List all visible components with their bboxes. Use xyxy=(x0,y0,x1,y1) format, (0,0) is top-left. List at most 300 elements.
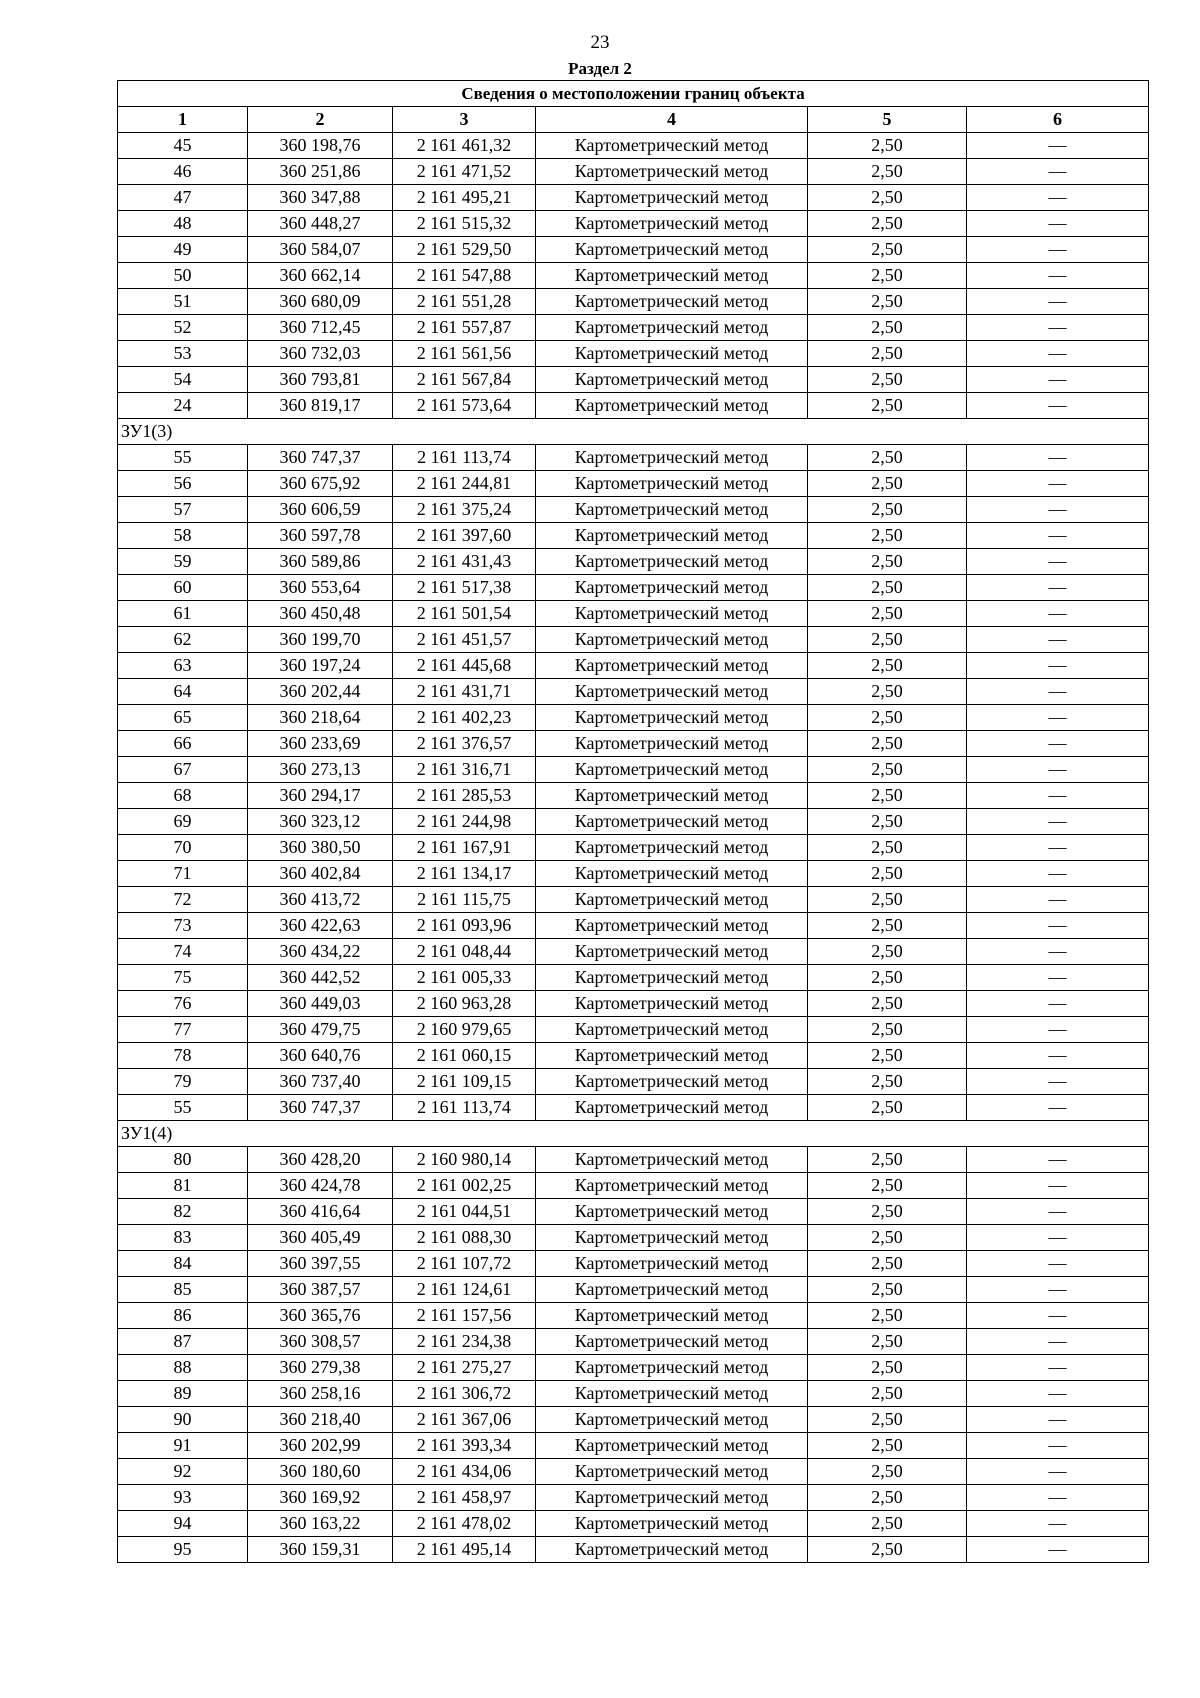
note-cell: — xyxy=(967,549,1149,575)
point-number-cell: 62 xyxy=(118,627,248,653)
y-coordinate-cell: 2 161 093,96 xyxy=(393,913,536,939)
method-cell: Картометрический метод xyxy=(536,159,808,185)
table-row xyxy=(118,549,1149,575)
x-coordinate-cell: 360 405,49 xyxy=(248,1225,393,1251)
method-cell: Картометрический метод xyxy=(536,913,808,939)
note-cell: — xyxy=(967,1485,1149,1511)
accuracy-cell: 2,50 xyxy=(808,1251,967,1277)
note-cell: — xyxy=(967,1459,1149,1485)
table-row xyxy=(118,523,1149,549)
x-coordinate-cell: 360 199,70 xyxy=(248,627,393,653)
table-row xyxy=(118,861,1149,887)
column-header: 2 xyxy=(248,107,393,133)
accuracy-cell: 2,50 xyxy=(808,861,967,887)
x-coordinate-cell: 360 387,57 xyxy=(248,1277,393,1303)
x-coordinate-cell: 360 819,17 xyxy=(248,393,393,419)
method-cell: Картометрический метод xyxy=(536,679,808,705)
column-number-row xyxy=(118,107,1149,133)
table-row xyxy=(118,965,1149,991)
accuracy-cell: 2,50 xyxy=(808,1303,967,1329)
accuracy-cell: 2,50 xyxy=(808,887,967,913)
table-row xyxy=(118,601,1149,627)
accuracy-cell: 2,50 xyxy=(808,939,967,965)
x-coordinate-cell: 360 449,03 xyxy=(248,991,393,1017)
x-coordinate-cell: 360 233,69 xyxy=(248,731,393,757)
x-coordinate-cell: 360 202,99 xyxy=(248,1433,393,1459)
x-coordinate-cell: 360 202,44 xyxy=(248,679,393,705)
note-cell: — xyxy=(967,1277,1149,1303)
point-number-cell: 91 xyxy=(118,1433,248,1459)
point-number-cell: 49 xyxy=(118,237,248,263)
point-number-cell: 93 xyxy=(118,1485,248,1511)
accuracy-cell: 2,50 xyxy=(808,393,967,419)
note-cell: — xyxy=(967,1537,1149,1563)
method-cell: Картометрический метод xyxy=(536,783,808,809)
table-row xyxy=(118,1329,1149,1355)
method-cell: Картометрический метод xyxy=(536,939,808,965)
table-row xyxy=(118,1147,1149,1173)
point-number-cell: 70 xyxy=(118,835,248,861)
note-cell: — xyxy=(967,627,1149,653)
column-header: 5 xyxy=(808,107,967,133)
accuracy-cell: 2,50 xyxy=(808,1199,967,1225)
point-number-cell: 89 xyxy=(118,1381,248,1407)
y-coordinate-cell: 2 161 376,57 xyxy=(393,731,536,757)
table-row xyxy=(118,471,1149,497)
table-row xyxy=(118,835,1149,861)
y-coordinate-cell: 2 161 471,52 xyxy=(393,159,536,185)
method-cell: Картометрический метод xyxy=(536,1095,808,1121)
accuracy-cell: 2,50 xyxy=(808,679,967,705)
x-coordinate-cell: 360 479,75 xyxy=(248,1017,393,1043)
method-cell: Картометрический метод xyxy=(536,263,808,289)
point-number-cell: 83 xyxy=(118,1225,248,1251)
y-coordinate-cell: 2 161 113,74 xyxy=(393,445,536,471)
point-number-cell: 79 xyxy=(118,1069,248,1095)
y-coordinate-cell: 2 161 285,53 xyxy=(393,783,536,809)
method-cell: Картометрический метод xyxy=(536,757,808,783)
y-coordinate-cell: 2 161 244,81 xyxy=(393,471,536,497)
point-number-cell: 74 xyxy=(118,939,248,965)
x-coordinate-cell: 360 294,17 xyxy=(248,783,393,809)
method-cell: Картометрический метод xyxy=(536,575,808,601)
note-cell: — xyxy=(967,445,1149,471)
x-coordinate-cell: 360 413,72 xyxy=(248,887,393,913)
table-row xyxy=(118,1199,1149,1225)
table-row xyxy=(118,159,1149,185)
note-cell: — xyxy=(967,211,1149,237)
accuracy-cell: 2,50 xyxy=(808,1381,967,1407)
table-row xyxy=(118,1485,1149,1511)
x-coordinate-cell: 360 402,84 xyxy=(248,861,393,887)
point-number-cell: 65 xyxy=(118,705,248,731)
point-number-cell: 59 xyxy=(118,549,248,575)
table-row xyxy=(118,679,1149,705)
method-cell: Картометрический метод xyxy=(536,1329,808,1355)
table-row xyxy=(118,1537,1149,1563)
table-row xyxy=(118,185,1149,211)
point-number-cell: 86 xyxy=(118,1303,248,1329)
point-number-cell: 85 xyxy=(118,1277,248,1303)
table-row xyxy=(118,1043,1149,1069)
point-number-cell: 69 xyxy=(118,809,248,835)
accuracy-cell: 2,50 xyxy=(808,523,967,549)
note-cell: — xyxy=(967,1407,1149,1433)
x-coordinate-cell: 360 416,64 xyxy=(248,1199,393,1225)
point-number-cell: 56 xyxy=(118,471,248,497)
y-coordinate-cell: 2 161 113,74 xyxy=(393,1095,536,1121)
accuracy-cell: 2,50 xyxy=(808,1537,967,1563)
table-row xyxy=(118,627,1149,653)
x-coordinate-cell: 360 662,14 xyxy=(248,263,393,289)
accuracy-cell: 2,50 xyxy=(808,497,967,523)
note-cell: — xyxy=(967,1095,1149,1121)
x-coordinate-cell: 360 712,45 xyxy=(248,315,393,341)
accuracy-cell: 2,50 xyxy=(808,289,967,315)
accuracy-cell: 2,50 xyxy=(808,1147,967,1173)
y-coordinate-cell: 2 161 431,71 xyxy=(393,679,536,705)
point-number-cell: 52 xyxy=(118,315,248,341)
note-cell: — xyxy=(967,393,1149,419)
point-number-cell: 51 xyxy=(118,289,248,315)
table-row xyxy=(118,809,1149,835)
method-cell: Картометрический метод xyxy=(536,1277,808,1303)
accuracy-cell: 2,50 xyxy=(808,1043,967,1069)
parcel-group-label: ЗУ1(3) xyxy=(118,419,1149,445)
method-cell: Картометрический метод xyxy=(536,731,808,757)
y-coordinate-cell: 2 161 458,97 xyxy=(393,1485,536,1511)
x-coordinate-cell: 360 675,92 xyxy=(248,471,393,497)
accuracy-cell: 2,50 xyxy=(808,211,967,237)
note-cell: — xyxy=(967,1069,1149,1095)
method-cell: Картометрический метод xyxy=(536,653,808,679)
accuracy-cell: 2,50 xyxy=(808,1017,967,1043)
group-header-row xyxy=(118,1121,1149,1147)
y-coordinate-cell: 2 161 234,38 xyxy=(393,1329,536,1355)
note-cell: — xyxy=(967,575,1149,601)
point-number-cell: 48 xyxy=(118,211,248,237)
point-number-cell: 77 xyxy=(118,1017,248,1043)
y-coordinate-cell: 2 161 275,27 xyxy=(393,1355,536,1381)
x-coordinate-cell: 360 218,40 xyxy=(248,1407,393,1433)
method-cell: Картометрический метод xyxy=(536,1459,808,1485)
table-row xyxy=(118,237,1149,263)
y-coordinate-cell: 2 161 567,84 xyxy=(393,367,536,393)
point-number-cell: 64 xyxy=(118,679,248,705)
x-coordinate-cell: 360 448,27 xyxy=(248,211,393,237)
y-coordinate-cell: 2 161 551,28 xyxy=(393,289,536,315)
note-cell: — xyxy=(967,653,1149,679)
point-number-cell: 72 xyxy=(118,887,248,913)
point-number-cell: 45 xyxy=(118,133,248,159)
x-coordinate-cell: 360 273,13 xyxy=(248,757,393,783)
table-row xyxy=(118,289,1149,315)
note-cell: — xyxy=(967,471,1149,497)
table-row xyxy=(118,575,1149,601)
point-number-cell: 63 xyxy=(118,653,248,679)
y-coordinate-cell: 2 161 109,15 xyxy=(393,1069,536,1095)
x-coordinate-cell: 360 450,48 xyxy=(248,601,393,627)
note-cell: — xyxy=(967,913,1149,939)
note-cell: — xyxy=(967,835,1149,861)
y-coordinate-cell: 2 161 375,24 xyxy=(393,497,536,523)
x-coordinate-cell: 360 347,88 xyxy=(248,185,393,211)
method-cell: Картометрический метод xyxy=(536,991,808,1017)
method-cell: Картометрический метод xyxy=(536,1537,808,1563)
method-cell: Картометрический метод xyxy=(536,1173,808,1199)
point-number-cell: 90 xyxy=(118,1407,248,1433)
note-cell: — xyxy=(967,939,1149,965)
point-number-cell: 94 xyxy=(118,1511,248,1537)
accuracy-cell: 2,50 xyxy=(808,263,967,289)
table-row xyxy=(118,341,1149,367)
x-coordinate-cell: 360 258,16 xyxy=(248,1381,393,1407)
caption-row xyxy=(118,81,1149,107)
accuracy-cell: 2,50 xyxy=(808,1277,967,1303)
table-head xyxy=(118,81,1149,133)
note-cell: — xyxy=(967,237,1149,263)
table-row xyxy=(118,1069,1149,1095)
point-number-cell: 57 xyxy=(118,497,248,523)
note-cell: — xyxy=(967,497,1149,523)
y-coordinate-cell: 2 161 529,50 xyxy=(393,237,536,263)
accuracy-cell: 2,50 xyxy=(808,835,967,861)
method-cell: Картометрический метод xyxy=(536,1355,808,1381)
point-number-cell: 60 xyxy=(118,575,248,601)
method-cell: Картометрический метод xyxy=(536,497,808,523)
y-coordinate-cell: 2 161 461,32 xyxy=(393,133,536,159)
note-cell: — xyxy=(967,1147,1149,1173)
note-cell: — xyxy=(967,289,1149,315)
method-cell: Картометрический метод xyxy=(536,289,808,315)
table-row xyxy=(118,1173,1149,1199)
note-cell: — xyxy=(967,1303,1149,1329)
method-cell: Картометрический метод xyxy=(536,133,808,159)
point-number-cell: 61 xyxy=(118,601,248,627)
y-coordinate-cell: 2 161 517,38 xyxy=(393,575,536,601)
method-cell: Картометрический метод xyxy=(536,1303,808,1329)
table-caption: Сведения о местоположении границ объекта xyxy=(118,81,1149,107)
parcel-group-label: ЗУ1(4) xyxy=(118,1121,1149,1147)
x-coordinate-cell: 360 747,37 xyxy=(248,1095,393,1121)
point-number-cell: 67 xyxy=(118,757,248,783)
accuracy-cell: 2,50 xyxy=(808,315,967,341)
point-number-cell: 24 xyxy=(118,393,248,419)
x-coordinate-cell: 360 606,59 xyxy=(248,497,393,523)
y-coordinate-cell: 2 161 573,64 xyxy=(393,393,536,419)
x-coordinate-cell: 360 747,37 xyxy=(248,445,393,471)
y-coordinate-cell: 2 161 393,34 xyxy=(393,1433,536,1459)
note-cell: — xyxy=(967,1017,1149,1043)
x-coordinate-cell: 360 597,78 xyxy=(248,523,393,549)
point-number-cell: 84 xyxy=(118,1251,248,1277)
note-cell: — xyxy=(967,315,1149,341)
accuracy-cell: 2,50 xyxy=(808,913,967,939)
method-cell: Картометрический метод xyxy=(536,965,808,991)
y-coordinate-cell: 2 161 495,14 xyxy=(393,1537,536,1563)
table-row xyxy=(118,133,1149,159)
method-cell: Картометрический метод xyxy=(536,341,808,367)
method-cell: Картометрический метод xyxy=(536,1485,808,1511)
table-row xyxy=(118,731,1149,757)
note-cell: — xyxy=(967,601,1149,627)
table-row xyxy=(118,367,1149,393)
point-number-cell: 80 xyxy=(118,1147,248,1173)
x-coordinate-cell: 360 218,64 xyxy=(248,705,393,731)
y-coordinate-cell: 2 161 107,72 xyxy=(393,1251,536,1277)
method-cell: Картометрический метод xyxy=(536,1511,808,1537)
y-coordinate-cell: 2 161 431,43 xyxy=(393,549,536,575)
method-cell: Картометрический метод xyxy=(536,315,808,341)
y-coordinate-cell: 2 161 134,17 xyxy=(393,861,536,887)
y-coordinate-cell: 2 161 115,75 xyxy=(393,887,536,913)
y-coordinate-cell: 2 161 244,98 xyxy=(393,809,536,835)
note-cell: — xyxy=(967,523,1149,549)
method-cell: Картометрический метод xyxy=(536,809,808,835)
note-cell: — xyxy=(967,679,1149,705)
table-row xyxy=(118,1511,1149,1537)
table-row xyxy=(118,1095,1149,1121)
point-number-cell: 92 xyxy=(118,1459,248,1485)
note-cell: — xyxy=(967,159,1149,185)
note-cell: — xyxy=(967,185,1149,211)
accuracy-cell: 2,50 xyxy=(808,1459,967,1485)
point-number-cell: 82 xyxy=(118,1199,248,1225)
method-cell: Картометрический метод xyxy=(536,211,808,237)
column-header: 1 xyxy=(118,107,248,133)
method-cell: Картометрический метод xyxy=(536,1407,808,1433)
note-cell: — xyxy=(967,809,1149,835)
x-coordinate-cell: 360 553,64 xyxy=(248,575,393,601)
table-row xyxy=(118,1355,1149,1381)
x-coordinate-cell: 360 279,38 xyxy=(248,1355,393,1381)
note-cell: — xyxy=(967,1433,1149,1459)
point-number-cell: 68 xyxy=(118,783,248,809)
note-cell: — xyxy=(967,263,1149,289)
accuracy-cell: 2,50 xyxy=(808,731,967,757)
accuracy-cell: 2,50 xyxy=(808,809,967,835)
accuracy-cell: 2,50 xyxy=(808,1485,967,1511)
method-cell: Картометрический метод xyxy=(536,705,808,731)
method-cell: Картометрический метод xyxy=(536,1069,808,1095)
method-cell: Картометрический метод xyxy=(536,1225,808,1251)
point-number-cell: 46 xyxy=(118,159,248,185)
note-cell: — xyxy=(967,133,1149,159)
method-cell: Картометрический метод xyxy=(536,471,808,497)
accuracy-cell: 2,50 xyxy=(808,1407,967,1433)
point-number-cell: 58 xyxy=(118,523,248,549)
accuracy-cell: 2,50 xyxy=(808,1225,967,1251)
y-coordinate-cell: 2 161 002,25 xyxy=(393,1173,536,1199)
note-cell: — xyxy=(967,1511,1149,1537)
accuracy-cell: 2,50 xyxy=(808,783,967,809)
note-cell: — xyxy=(967,1329,1149,1355)
method-cell: Картометрический метод xyxy=(536,367,808,393)
table-row xyxy=(118,497,1149,523)
y-coordinate-cell: 2 160 980,14 xyxy=(393,1147,536,1173)
accuracy-cell: 2,50 xyxy=(808,705,967,731)
x-coordinate-cell: 360 793,81 xyxy=(248,367,393,393)
point-number-cell: 81 xyxy=(118,1173,248,1199)
accuracy-cell: 2,50 xyxy=(808,1173,967,1199)
x-coordinate-cell: 360 428,20 xyxy=(248,1147,393,1173)
x-coordinate-cell: 360 397,55 xyxy=(248,1251,393,1277)
accuracy-cell: 2,50 xyxy=(808,1511,967,1537)
accuracy-cell: 2,50 xyxy=(808,341,967,367)
point-number-cell: 66 xyxy=(118,731,248,757)
y-coordinate-cell: 2 161 515,32 xyxy=(393,211,536,237)
method-cell: Картометрический метод xyxy=(536,601,808,627)
method-cell: Картометрический метод xyxy=(536,549,808,575)
note-cell: — xyxy=(967,783,1149,809)
method-cell: Картометрический метод xyxy=(536,185,808,211)
y-coordinate-cell: 2 161 557,87 xyxy=(393,315,536,341)
accuracy-cell: 2,50 xyxy=(808,471,967,497)
table-row xyxy=(118,263,1149,289)
note-cell: — xyxy=(967,965,1149,991)
y-coordinate-cell: 2 161 306,72 xyxy=(393,1381,536,1407)
table-row xyxy=(118,1225,1149,1251)
note-cell: — xyxy=(967,991,1149,1017)
method-cell: Картометрический метод xyxy=(536,887,808,913)
y-coordinate-cell: 2 161 397,60 xyxy=(393,523,536,549)
table-row xyxy=(118,1251,1149,1277)
y-coordinate-cell: 2 161 005,33 xyxy=(393,965,536,991)
x-coordinate-cell: 360 323,12 xyxy=(248,809,393,835)
method-cell: Картометрический метод xyxy=(536,237,808,263)
accuracy-cell: 2,50 xyxy=(808,549,967,575)
accuracy-cell: 2,50 xyxy=(808,653,967,679)
method-cell: Картометрический метод xyxy=(536,523,808,549)
point-number-cell: 50 xyxy=(118,263,248,289)
y-coordinate-cell: 2 161 316,71 xyxy=(393,757,536,783)
y-coordinate-cell: 2 160 963,28 xyxy=(393,991,536,1017)
y-coordinate-cell: 2 161 048,44 xyxy=(393,939,536,965)
accuracy-cell: 2,50 xyxy=(808,367,967,393)
table-row xyxy=(118,1407,1149,1433)
accuracy-cell: 2,50 xyxy=(808,445,967,471)
point-number-cell: 54 xyxy=(118,367,248,393)
y-coordinate-cell: 2 161 044,51 xyxy=(393,1199,536,1225)
table-row xyxy=(118,1459,1149,1485)
page-number: 23 xyxy=(590,32,610,53)
table-row xyxy=(118,393,1149,419)
section-title: Раздел 2 xyxy=(568,59,632,78)
method-cell: Картометрический метод xyxy=(536,1043,808,1069)
method-cell: Картометрический метод xyxy=(536,393,808,419)
method-cell: Картометрический метод xyxy=(536,861,808,887)
method-cell: Картометрический метод xyxy=(536,445,808,471)
table-row xyxy=(118,1017,1149,1043)
point-number-cell: 95 xyxy=(118,1537,248,1563)
method-cell: Картометрический метод xyxy=(536,1199,808,1225)
y-coordinate-cell: 2 161 060,15 xyxy=(393,1043,536,1069)
x-coordinate-cell: 360 198,76 xyxy=(248,133,393,159)
y-coordinate-cell: 2 161 478,02 xyxy=(393,1511,536,1537)
note-cell: — xyxy=(967,1225,1149,1251)
x-coordinate-cell: 360 197,24 xyxy=(248,653,393,679)
table-row xyxy=(118,939,1149,965)
table-row xyxy=(118,315,1149,341)
y-coordinate-cell: 2 161 367,06 xyxy=(393,1407,536,1433)
x-coordinate-cell: 360 251,86 xyxy=(248,159,393,185)
x-coordinate-cell: 360 442,52 xyxy=(248,965,393,991)
table-row xyxy=(118,783,1149,809)
note-cell: — xyxy=(967,1355,1149,1381)
column-header: 3 xyxy=(393,107,536,133)
x-coordinate-cell: 360 424,78 xyxy=(248,1173,393,1199)
y-coordinate-cell: 2 161 547,88 xyxy=(393,263,536,289)
